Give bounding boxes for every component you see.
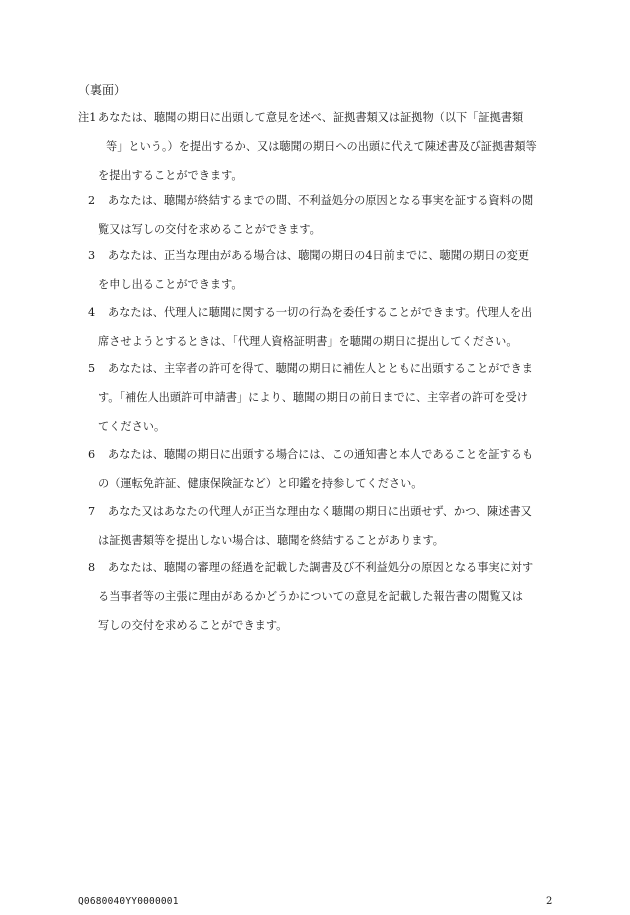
- note-line: を提出することができます。: [98, 169, 243, 182]
- note-3: [78, 241, 552, 299]
- note-5: [78, 354, 552, 441]
- document-code: Q0680040YY0000001: [78, 896, 179, 907]
- note-line: 席させようとするときは、「代理人資格証明書」を聴聞の期日に提出してください。: [98, 335, 518, 348]
- note-line: 覧又は写しの交付を求めることができます。: [98, 223, 321, 236]
- note-line: あなたは、主宰者の許可を得て、聴聞の期日に補佐人とともに出頭することができま: [108, 362, 533, 375]
- note-4: [78, 298, 552, 356]
- note-number: 8: [88, 561, 96, 574]
- note-2: [78, 186, 552, 244]
- note-line: あなたは、聴聞の期日に出頭する場合には、この通知書と本人であることを証するも: [108, 448, 534, 461]
- note-line: す。「補佐人出頭許可申請書」により、聴聞の期日の前日までに、主宰者の許可を受け: [98, 391, 528, 404]
- note-number: 6: [88, 448, 96, 461]
- note-number: 2: [88, 194, 96, 207]
- note-1: [78, 103, 552, 190]
- note-number: 注1: [78, 111, 97, 124]
- page-heading: （裏面）: [78, 83, 127, 97]
- note-line: は証拠書類等を提出しない場合は、聴聞を終結することがあります。: [98, 534, 444, 547]
- note-number: 7: [88, 505, 96, 518]
- page-number: 2: [546, 896, 553, 907]
- note-line: あなた又はあなたの代理人が正当な理由なく聴聞の期日に出頭せず、かつ、陳述書又: [108, 505, 532, 518]
- note-line: てください。: [98, 420, 166, 433]
- note-line: 等」という。）を提出するか、又は聴聞の期日への出頭に代えて陳述書及び証拠書類等: [106, 140, 537, 153]
- note-line: る当事者等の主張に理由があるかどうかについての意見を記載した報告書の閲覧又は: [98, 590, 523, 603]
- note-line: を申し出ることができます。: [98, 278, 243, 291]
- note-line: あなたは、正当な理由がある場合は、聴聞の期日の4日前までに、聴聞の期日の変更: [108, 249, 530, 262]
- note-7: [78, 497, 552, 555]
- note-line: あなたは、聴聞が終結するまでの間、不利益処分の原因となる事実を証する資料の閲: [108, 194, 534, 207]
- note-number: 3: [88, 249, 96, 262]
- note-8: [78, 553, 552, 640]
- note-line: あなたは、聴聞の審理の経過を記載した調書及び不利益処分の原因となる事実に対す: [108, 561, 534, 574]
- note-line: あなたは、聴聞の期日に出頭して意見を述べ、証拠書類又は証拠物（以下「証拠書類: [98, 111, 524, 124]
- note-line: あなたは、代理人に聴聞に関する一切の行為を委任することができます。代理人を出: [108, 306, 533, 319]
- note-6: [78, 440, 552, 498]
- note-number: 5: [88, 362, 96, 375]
- note-number: 4: [88, 306, 96, 319]
- note-line: 写しの交付を求めることができます。: [98, 619, 288, 632]
- note-line: の（運転免許証、健康保険証など）と印鑑を持参してください。: [98, 477, 423, 490]
